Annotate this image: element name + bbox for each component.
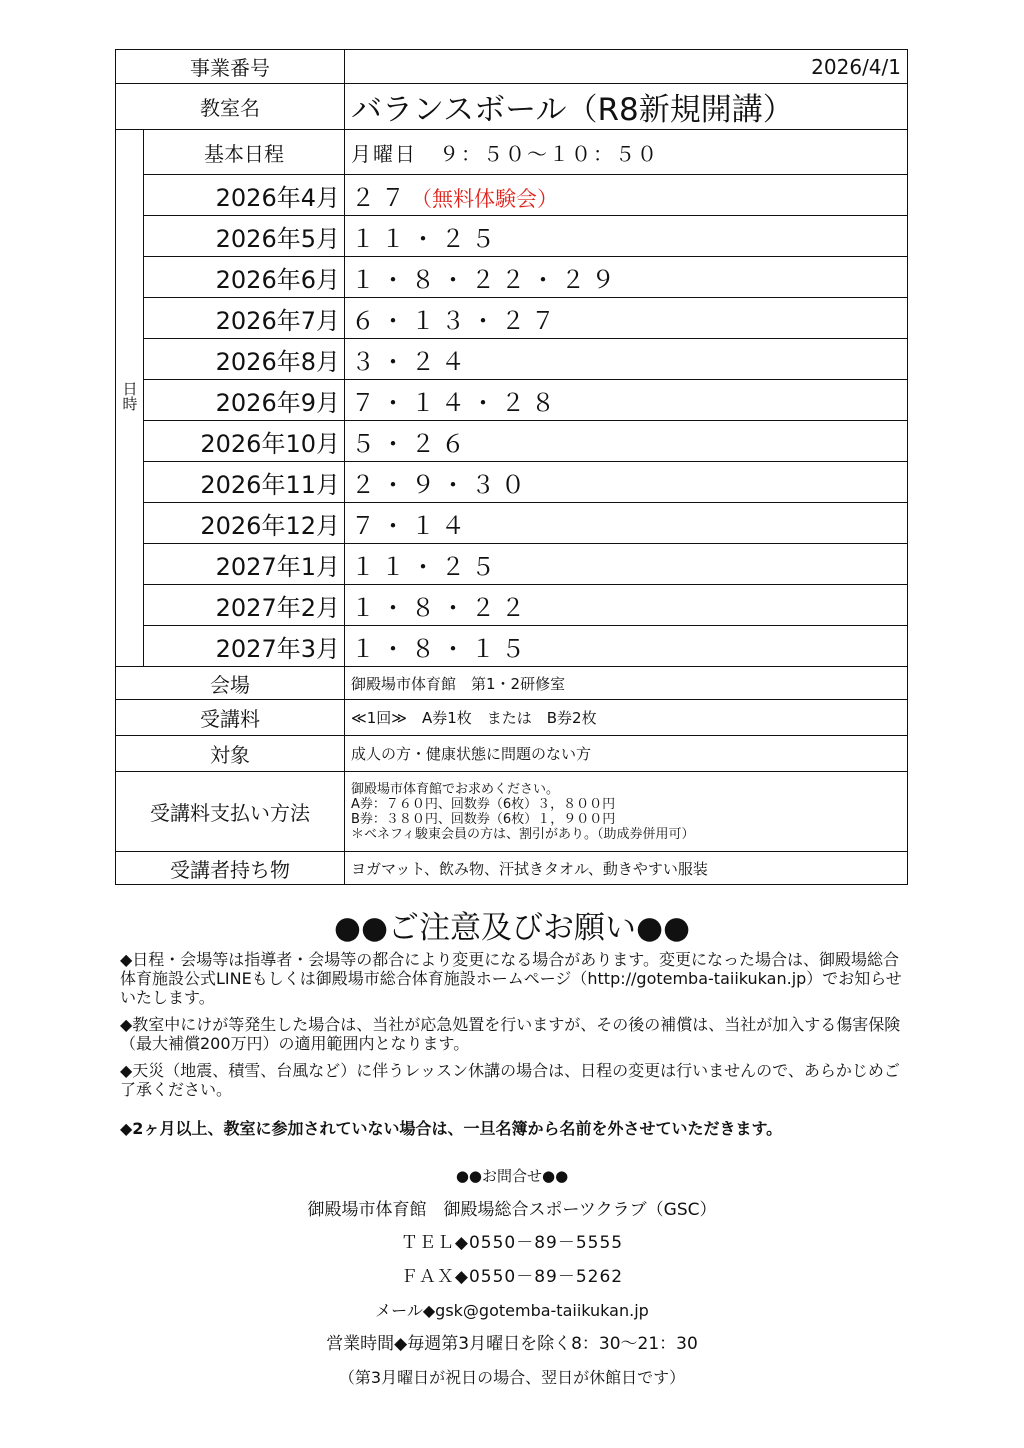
notice-item: ◆2ヶ月以上、教室に参加されていない場合は、一旦名簿から名前を外させていただきます。 (120, 1119, 783, 1138)
month-dates: ６・１３・２７ (345, 298, 908, 339)
month-label: 2026年9月 (144, 380, 345, 421)
class-name-label: 教室名 (116, 84, 345, 130)
payment-line: 御殿場市体育館でお求めください。 (351, 781, 560, 797)
basic-schedule-label: 基本日程 (144, 130, 345, 175)
free-trial-note: （無料体験会） (411, 186, 558, 211)
payment-label: 受講料支払い方法 (116, 772, 345, 852)
month-label: 2026年8月 (144, 339, 345, 380)
notice-item: ◆天災（地震、積雪、台風など）に伴うレッスン休講の場合は、日程の変更は行いませんので、あらかじめご了承ください。 (120, 1061, 900, 1099)
month-label: 2027年3月 (144, 626, 345, 667)
month-label: 2026年5月 (144, 216, 345, 257)
row-items (116, 852, 908, 885)
business-number-value: 2026/4/1 (345, 50, 908, 84)
target-value: 成人の方・健康状態に問題のない方 (345, 736, 908, 772)
month-row (116, 380, 908, 421)
schedule-side-label (116, 130, 144, 667)
month-label: 2026年12月 (144, 503, 345, 544)
month-label: 2026年10月 (144, 421, 345, 462)
contact-section (0, 1160, 1024, 1395)
month-row (116, 503, 908, 544)
month-dates (345, 175, 908, 216)
month-dates: １・８・２２ (345, 585, 908, 626)
notices-list (120, 950, 910, 1146)
notices-title: ●●ご注意及びお願い●● (333, 910, 691, 946)
month-row (116, 626, 908, 667)
month-row (116, 462, 908, 503)
class-info-table (115, 49, 908, 885)
schedule-side-text: 日時 (120, 380, 139, 411)
month-dates: ３・２４ (345, 339, 908, 380)
month-row (116, 175, 908, 216)
month-label: 2026年7月 (144, 298, 345, 339)
month-label: 2026年4月 (144, 175, 345, 216)
month-row (116, 298, 908, 339)
row-fee (116, 700, 908, 736)
month-row (116, 544, 908, 585)
payment-line: A券：７６０円、回数券（6枚）３，８００円 (351, 796, 616, 812)
month-dates: ７・１４・２８ (345, 380, 908, 421)
row-class-name (116, 84, 908, 130)
items-value: ヨガマット、飲み物、汗拭きタオル、動きやすい服装 (345, 852, 908, 885)
items-label: 受講者持ち物 (116, 852, 345, 885)
payment-line: B券：３８０円、回数券（6枚）１，９００円 (351, 811, 616, 827)
payment-value (345, 772, 908, 852)
dates-text: ２７ (351, 183, 411, 212)
row-payment (116, 772, 908, 852)
class-name-value: バランスボール（R8新規開講） (345, 84, 908, 130)
venue-value: 御殿場市体育館 第1・2研修室 (345, 667, 908, 700)
month-label: 2027年2月 (144, 585, 345, 626)
row-basic-schedule (116, 130, 908, 175)
row-business-number (116, 50, 908, 84)
contact-hours-note: （第3月曜日が祝日の場合、翌日が休館日です） (338, 1368, 686, 1387)
month-label: 2026年11月 (144, 462, 345, 503)
month-row (116, 421, 908, 462)
month-dates: １・８・２２・２９ (345, 257, 908, 298)
month-dates: ７・１４ (345, 503, 908, 544)
month-label: 2027年1月 (144, 544, 345, 585)
contact-organization: 御殿場市体育館 御殿場総合スポーツクラブ（GSC） (307, 1199, 717, 1220)
notice-item: ◆日程・会場等は指導者・会場等の都合により変更になる場合があります。変更になった場合は、御殿場総合体育施設公式LINEもしくは御殿場市総合体育施設ホームページ（http://gotemba-taiikukan.jp）でお知らせいたします。 (120, 950, 902, 1007)
month-row (116, 257, 908, 298)
venue-label: 会場 (116, 667, 345, 700)
month-dates: １１・２５ (345, 216, 908, 257)
target-label: 対象 (116, 736, 345, 772)
contact-title: ●●お問合せ●● (455, 1167, 569, 1185)
month-label: 2026年6月 (144, 257, 345, 298)
business-number-label: 事業番号 (116, 50, 345, 84)
month-dates: ５・２６ (345, 421, 908, 462)
fee-label: 受講料 (116, 700, 345, 736)
row-venue (116, 667, 908, 700)
month-row (116, 585, 908, 626)
notice-item: ◆教室中にけが等発生した場合は、当社が応急処置を行いますが、その後の補償は、当社が加入する傷害保険（最大補償200万円）の適用範囲内となります。 (120, 1015, 901, 1053)
payment-line: ＊ベネフィ駿東会員の方は、割引があり。（助成券併用可） (351, 826, 695, 842)
month-dates: １・８・１５ (345, 626, 908, 667)
contact-hours: 営業時間◆毎週第3月曜日を除く8：30～21：30 (326, 1333, 698, 1354)
contact-phone: ＴＥＬ◆0550－89－5555 (400, 1233, 624, 1253)
month-dates: １１・２５ (345, 544, 908, 585)
month-dates: ２・９・３０ (345, 462, 908, 503)
contact-fax: ＦＡＸ◆0550－89－5262 (400, 1266, 624, 1287)
row-target (116, 736, 908, 772)
month-row (116, 216, 908, 257)
basic-schedule-value: 月曜日 ９：５０～１０：５０ (345, 130, 908, 175)
fee-value: ≪1回≫ A券1枚 または B券2枚 (345, 700, 908, 736)
month-row (116, 339, 908, 380)
contact-email: メール◆gsk@gotemba-taiikukan.jp (375, 1301, 649, 1320)
